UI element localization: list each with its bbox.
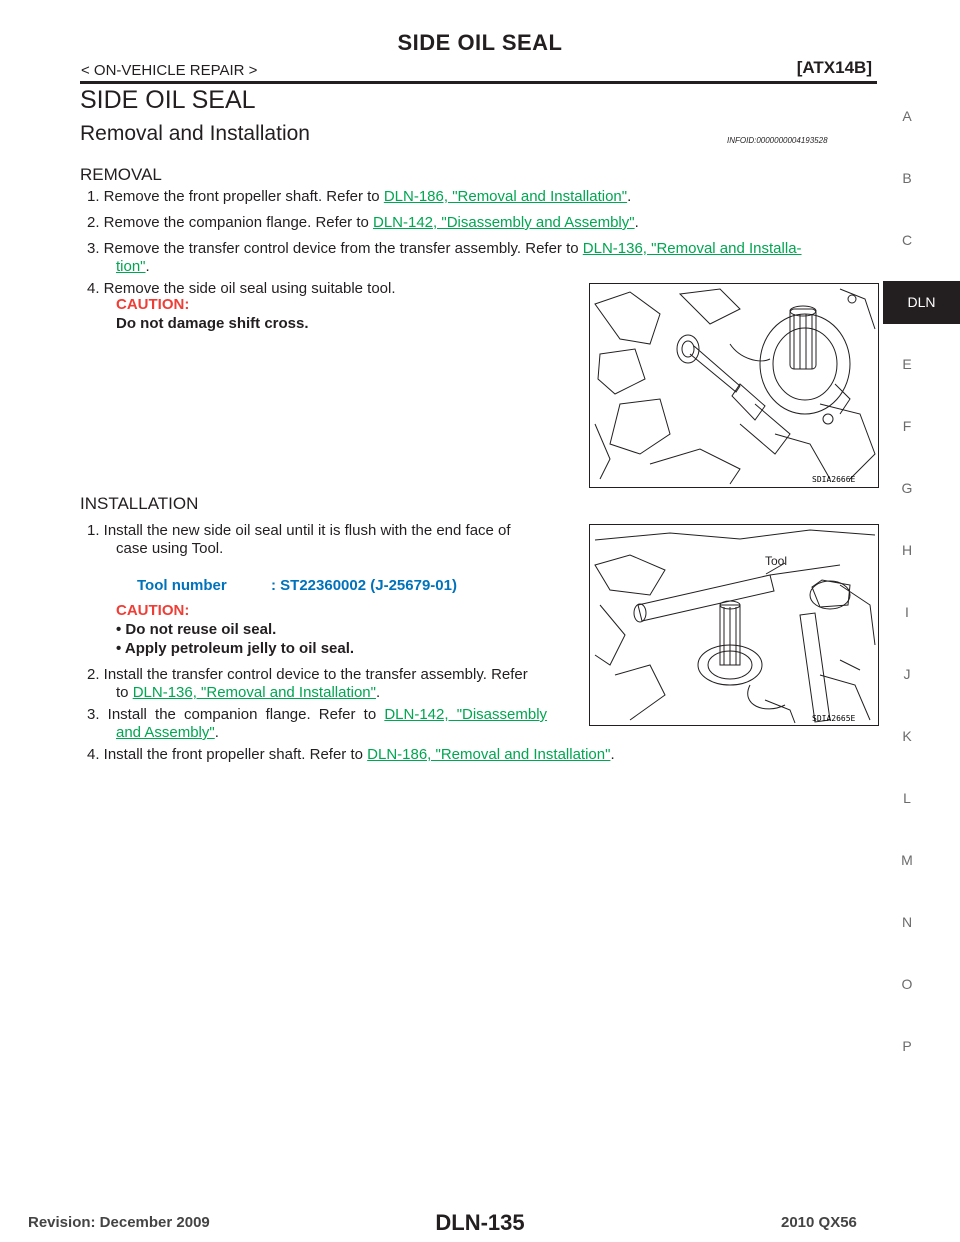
install-caution-label: CAUTION: <box>116 602 190 619</box>
header-rule <box>80 81 877 84</box>
install-step-3-link[interactable]: DLN-142, "Disassembly <box>384 706 548 723</box>
install-step-3-cont: and Assembly". <box>116 724 219 741</box>
side-index-f[interactable]: F <box>902 418 912 434</box>
removal-step-3-link[interactable]: DLN-136, "Removal and Installa- <box>582 240 802 257</box>
removal-step-2-link[interactable]: DLN-142, "Disassembly and Assembly" <box>373 214 635 231</box>
installation-heading: INSTALLATION <box>80 494 199 513</box>
side-index-i[interactable]: I <box>905 604 909 620</box>
install-step-1-line1: 1. Install the new side oil seal until it is flush with the end face of <box>87 522 511 539</box>
removal-step-1: 1. Remove the front propeller shaft. Refer to DLN-186, "Removal and Installation". <box>87 188 632 205</box>
tool-number-label: Tool number <box>137 577 227 594</box>
side-index-j[interactable]: J <box>903 666 911 682</box>
install-step-2-line2: to DLN-136, "Removal and Installation". <box>116 684 381 701</box>
removal-step-1-link[interactable]: DLN-186, "Removal and Installation" <box>383 188 628 205</box>
tool-number-value: : ST22360002 (J-25679-01) <box>271 577 457 594</box>
page-heading: SIDE OIL SEAL <box>80 86 256 114</box>
install-step-2-link[interactable]: DLN-136, "Removal and Installation" <box>132 684 376 701</box>
side-index-m[interactable]: M <box>901 852 913 868</box>
install-caution-bullet-2: • Apply petroleum jelly to oil seal. <box>116 640 355 657</box>
side-index-h[interactable]: H <box>901 542 913 558</box>
install-step-3-link-cont[interactable]: and Assembly" <box>116 724 215 741</box>
removal-illustration <box>590 284 878 487</box>
install-caution-bullet-1: • Do not reuse oil seal. <box>116 621 277 638</box>
install-step-1-line2: case using Tool. <box>116 540 224 557</box>
side-index-g[interactable]: G <box>901 480 913 496</box>
side-index-n[interactable]: N <box>901 914 913 930</box>
side-index-k[interactable]: K <box>902 728 912 744</box>
removal-caution-label: CAUTION: <box>116 296 190 313</box>
install-step-4-link[interactable]: DLN-186, "Removal and Installation" <box>367 746 611 763</box>
tool-callout-label: Tool <box>765 554 788 568</box>
removal-step-3-link-cont[interactable]: tion" <box>116 258 146 275</box>
side-index-l[interactable]: L <box>903 790 911 806</box>
removal-figure <box>589 283 879 488</box>
header-model-code: [ATX14B] <box>796 58 872 77</box>
side-index-p[interactable]: P <box>902 1038 912 1054</box>
installation-figure-code: SDIA2665E <box>812 714 856 723</box>
side-index-e[interactable]: E <box>902 356 912 372</box>
side-index-o[interactable]: O <box>901 976 913 992</box>
removal-step-1-text: 1. Remove the front propeller shaft. Refer to <box>87 188 384 205</box>
footer-edition: 2010 QX56 <box>781 1214 857 1231</box>
removal-step-3-cont: tion". <box>116 258 150 275</box>
page-number: DLN-135 <box>435 1210 525 1235</box>
removal-step-2-text: 2. Remove the companion flange. Refer to <box>87 214 373 231</box>
info-id: INFOID:0000000004193528 <box>727 136 828 145</box>
removal-step-3 <box>87 238 802 259</box>
install-step-4: 4. Install the front propeller shaft. Refer to DLN-186, "Removal and Installation". <box>87 746 615 763</box>
header-section: < ON-VEHICLE REPAIR > <box>81 62 258 79</box>
removal-step-2: 2. Remove the companion flange. Refer to DLN-142, "Disassembly and Assembly". <box>87 214 639 231</box>
install-step-3: 3. Install the companion flange. Refer to DLN-142, "Disassembly <box>87 706 548 723</box>
header-title: SIDE OIL SEAL <box>397 30 563 55</box>
removal-step-3-text: 3. Remove the transfer control device from the transfer assembly. Refer to <box>87 240 583 257</box>
side-index-c[interactable]: C <box>901 232 913 248</box>
footer-revision: Revision: December 2009 <box>28 1214 210 1231</box>
sub-heading: Removal and Installation <box>80 122 310 145</box>
side-index-a[interactable]: A <box>902 108 912 124</box>
removal-figure-code: SDIA2666E <box>812 475 856 484</box>
side-index-dln-active[interactable]: DLN <box>883 281 960 324</box>
removal-caution-text: Do not damage shift cross. <box>116 315 309 332</box>
removal-heading: REMOVAL <box>80 165 162 184</box>
removal-step-4: 4. Remove the side oil seal using suitable tool. <box>87 280 396 297</box>
installation-figure <box>589 524 879 726</box>
side-index-b[interactable]: B <box>902 170 912 186</box>
installation-illustration <box>590 525 878 725</box>
install-step-2-line1: 2. Install the transfer control device to the transfer assembly. Refer <box>87 666 528 683</box>
